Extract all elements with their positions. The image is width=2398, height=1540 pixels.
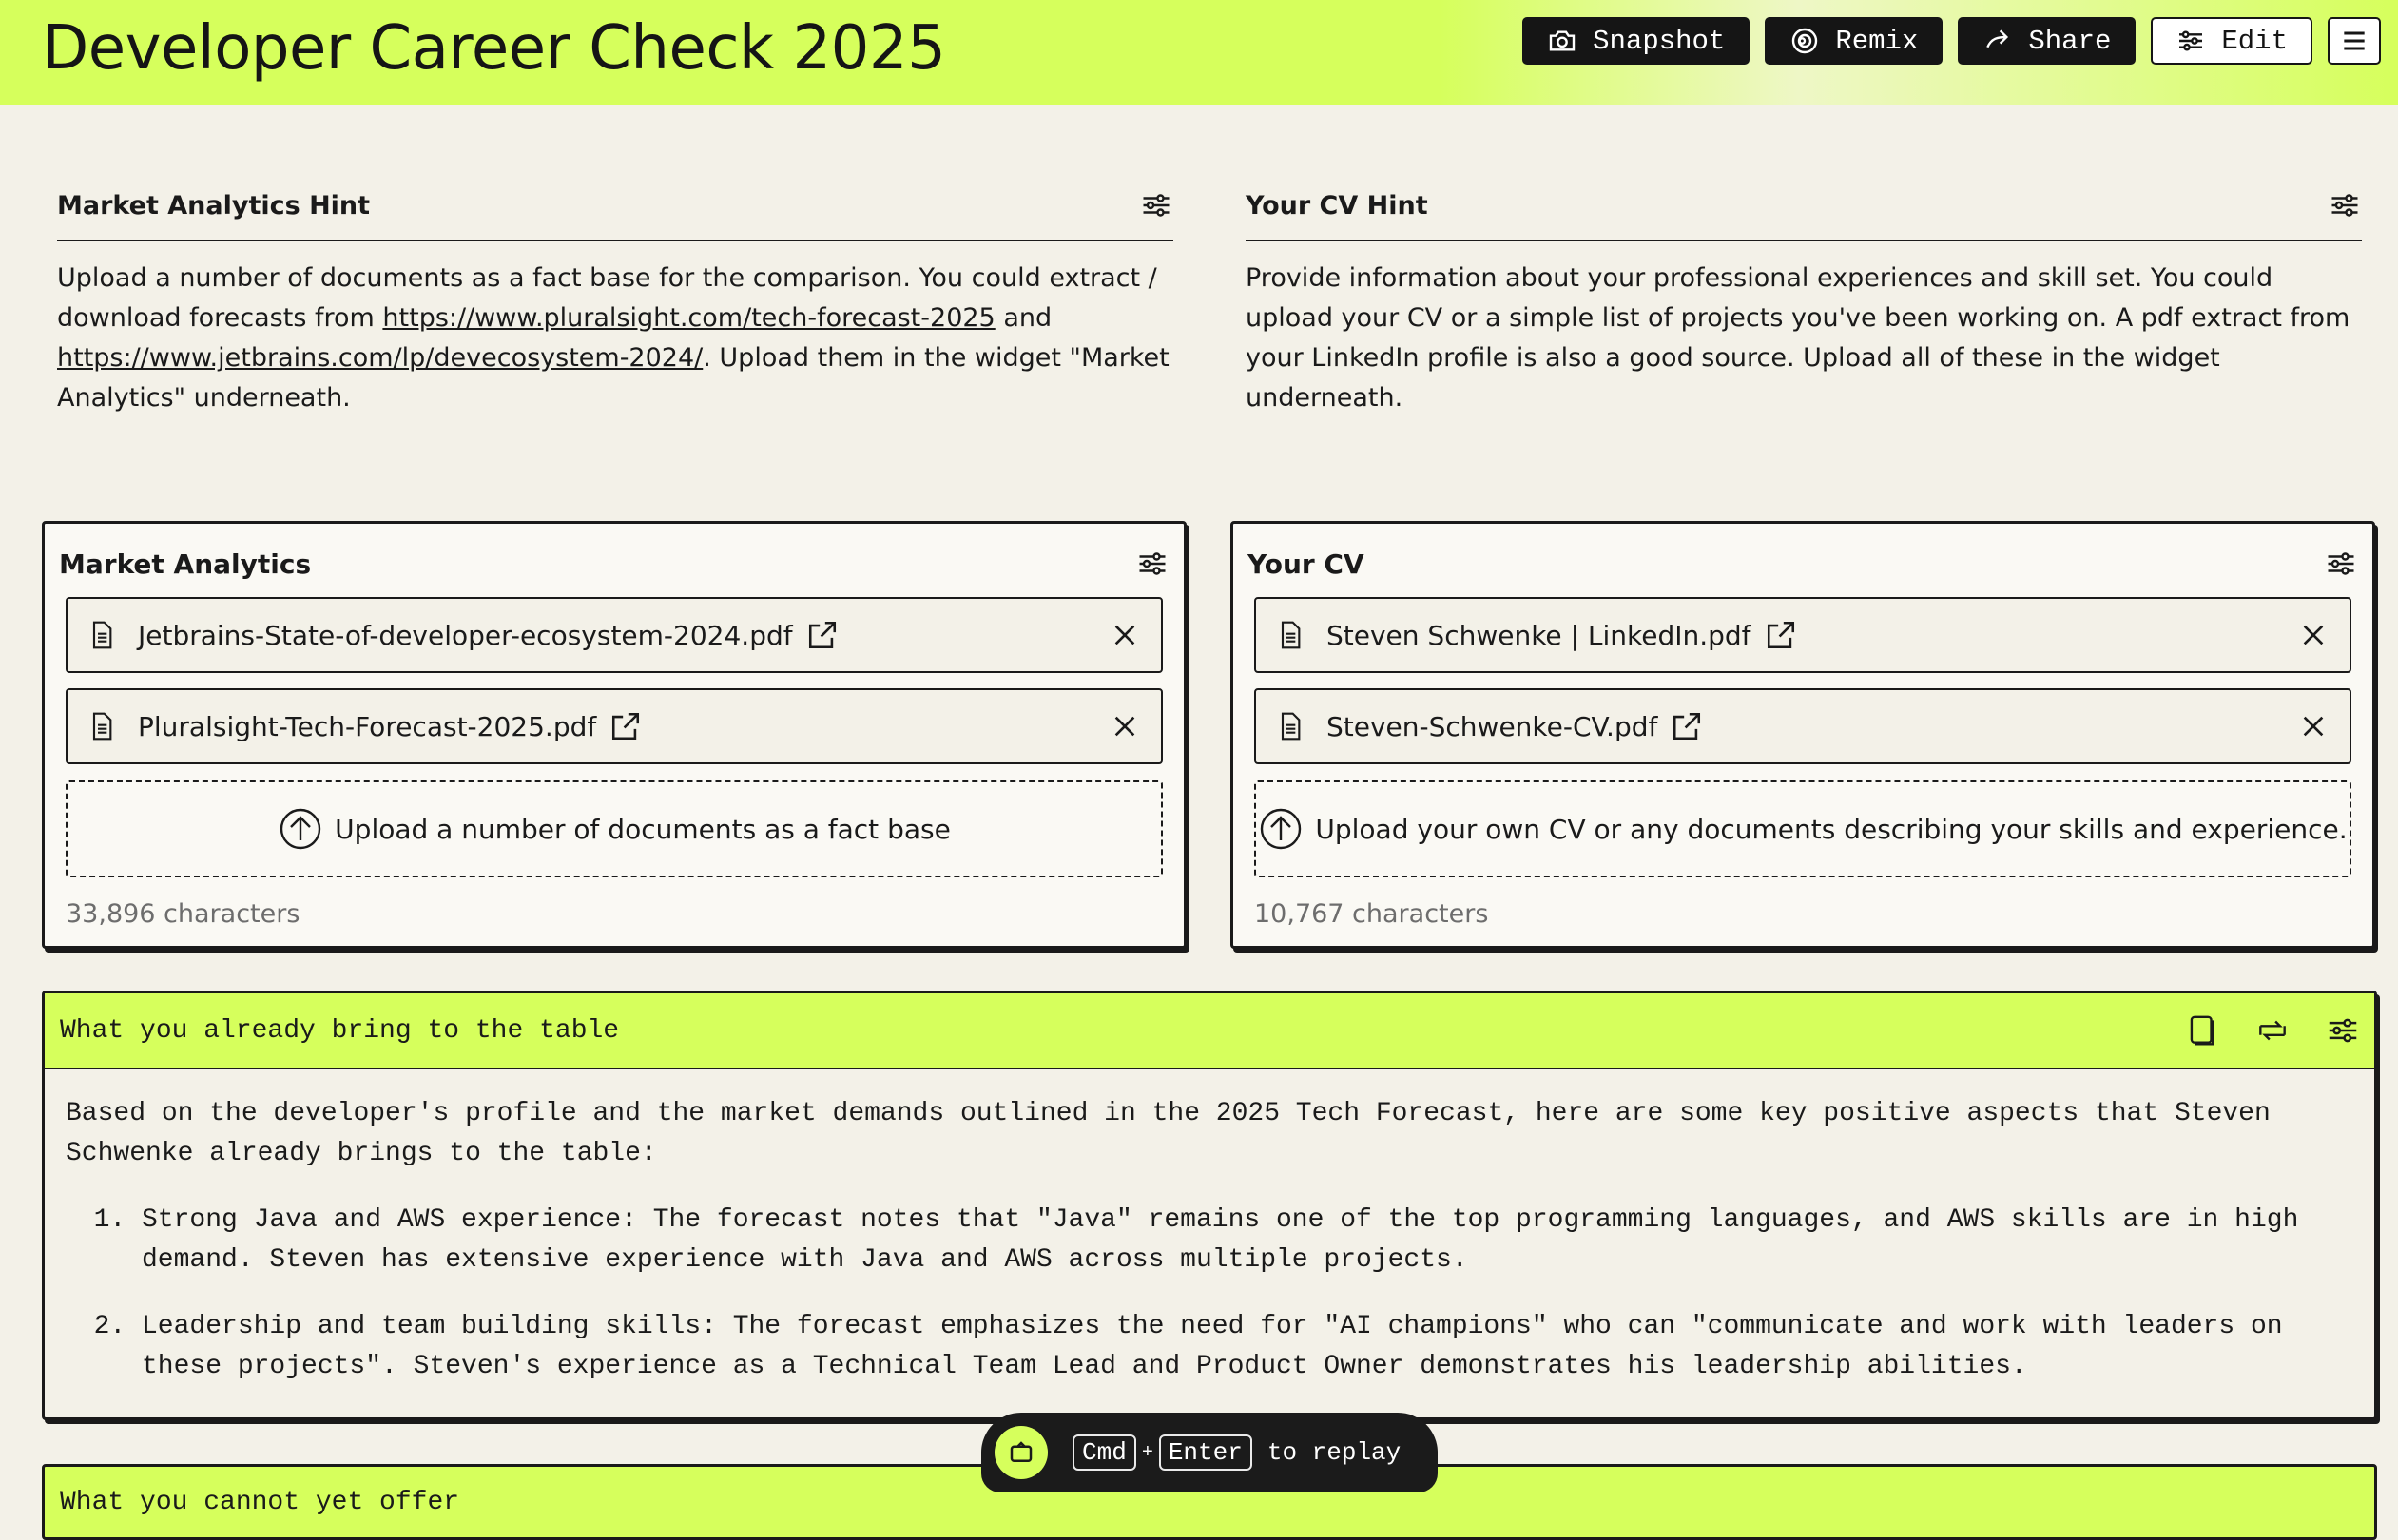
cmd-key: Cmd bbox=[1073, 1434, 1136, 1471]
external-link-icon[interactable] bbox=[1671, 710, 1703, 742]
sliders-icon[interactable] bbox=[2324, 547, 2358, 581]
sliders-icon bbox=[2176, 26, 2206, 56]
menu-button[interactable] bbox=[2328, 17, 2381, 65]
enter-key: Enter bbox=[1159, 1434, 1252, 1471]
sliders-icon[interactable] bbox=[2325, 1012, 2361, 1049]
uploaded-file[interactable] bbox=[1254, 597, 2351, 673]
remix-label: Remix bbox=[1835, 25, 1919, 57]
replay-text: to replay bbox=[1267, 1438, 1402, 1467]
external-link-icon[interactable] bbox=[609, 710, 642, 742]
jetbrains-link[interactable]: https://www.jetbrains.com/lp/devecosystem-2024/ bbox=[57, 343, 704, 373]
remix-button[interactable] bbox=[1765, 17, 1943, 65]
copy-icon[interactable] bbox=[2184, 1012, 2220, 1049]
remix-icon bbox=[1789, 26, 1820, 56]
market-hint-header bbox=[57, 181, 1173, 241]
file-name: Pluralsight-Tech-Forecast-2025.pdf bbox=[138, 710, 597, 742]
your-cv-panel bbox=[1230, 521, 2375, 949]
dropzone-label: Upload your own CV or any documents describing your skills and experience. bbox=[1315, 813, 2348, 845]
external-link-icon[interactable] bbox=[806, 619, 839, 651]
upload-icon bbox=[1258, 806, 1304, 852]
external-link-icon[interactable] bbox=[1765, 619, 1797, 651]
hint-text-part: Upload a number of documents as a fact base for the comparison. You could extract / download forecasts from bbox=[57, 263, 1157, 333]
document-icon bbox=[87, 620, 117, 650]
camera-icon bbox=[1547, 26, 1577, 56]
cv-hint-section bbox=[1246, 181, 2362, 418]
file-name: Steven-Schwenke-CV.pdf bbox=[1326, 710, 1658, 742]
sliders-icon[interactable] bbox=[1135, 547, 1170, 581]
snapshot-label: Snapshot bbox=[1593, 25, 1726, 57]
character-count: 10,767 characters bbox=[1254, 899, 1489, 929]
result-content bbox=[45, 1069, 2374, 1438]
share-label: Share bbox=[2028, 25, 2112, 57]
edit-label: Edit bbox=[2221, 25, 2288, 57]
panel-header bbox=[1247, 545, 2358, 583]
page-title: Developer Career Check 2025 bbox=[42, 13, 946, 84]
regenerate-icon[interactable] bbox=[2254, 1012, 2291, 1049]
panel-header bbox=[59, 545, 1170, 583]
list-item: 2. Leadership and team building skills: The forecast emphasizes the need for "AI champions" who can "communicate and work with leaders on these projects". Steven's experience as a Technical Team Lead and Product Owner demonstrates his leadership abilities. bbox=[142, 1307, 2353, 1387]
app-header bbox=[0, 0, 2398, 105]
close-icon[interactable] bbox=[1110, 711, 1140, 741]
uploaded-file[interactable] bbox=[1254, 688, 2351, 764]
pluralsight-link[interactable]: https://www.pluralsight.com/tech-forecast-2025 bbox=[382, 303, 996, 333]
result-actions bbox=[2184, 1012, 2361, 1049]
hint-text-part: . Upload them in the widget "Market Analytics" underneath. bbox=[57, 343, 1170, 413]
close-icon[interactable] bbox=[2298, 711, 2329, 741]
edit-button[interactable] bbox=[2151, 17, 2312, 65]
result-header bbox=[45, 993, 2374, 1069]
sliders-icon[interactable] bbox=[2328, 188, 2362, 222]
file-name: Jetbrains-State-of-developer-ecosystem-2024.pdf bbox=[138, 619, 793, 651]
file-name: Steven Schwenke | LinkedIn.pdf bbox=[1326, 619, 1751, 651]
toolbar bbox=[1522, 17, 2381, 65]
replay-button[interactable] bbox=[995, 1426, 1048, 1479]
hint-text-part: and bbox=[995, 303, 1053, 333]
document-icon bbox=[1275, 620, 1305, 650]
arrow-right-icon bbox=[1982, 26, 2013, 56]
plus-sign: + bbox=[1141, 1441, 1153, 1464]
result-intro: Based on the developer's profile and the market demands outlined in the 2025 Tech Forecast, here are some key positive aspects that Steven Schwenke already brings to the table: bbox=[66, 1099, 2271, 1168]
close-icon[interactable] bbox=[1110, 620, 1140, 650]
upload-dropzone[interactable] bbox=[66, 780, 1163, 877]
cv-hint-text: Provide information about your professional experiences and skill set. You could upload your CV or a simple list of projects you've been working on. A pdf extract from your LinkedIn profile is also a good source. Upload all of these in the widget underneath. bbox=[1246, 263, 2350, 413]
cv-hint-header bbox=[1246, 181, 2362, 241]
share-button[interactable] bbox=[1958, 17, 2136, 65]
cv-hint-title: Your CV Hint bbox=[1246, 190, 1428, 221]
menu-icon bbox=[2339, 26, 2369, 56]
result-title: What you already bring to the table bbox=[60, 1015, 620, 1046]
list-item: 1. Strong Java and AWS experience: The forecast notes that "Java" remains one of the top programming languages, and AWS skills are in high demand. Steven has extensive experience with Java and AWS across multiple projects. bbox=[142, 1201, 2353, 1280]
replay-bar bbox=[981, 1413, 1438, 1492]
snapshot-button[interactable] bbox=[1522, 17, 1750, 65]
upload-dropzone[interactable] bbox=[1254, 780, 2351, 877]
panel-title: Market Analytics bbox=[59, 548, 312, 580]
result-panel bbox=[42, 991, 2377, 1420]
market-analytics-panel bbox=[42, 521, 1187, 949]
result-list bbox=[66, 1201, 2353, 1387]
market-hint-title: Market Analytics Hint bbox=[57, 190, 371, 221]
uploaded-file[interactable] bbox=[66, 597, 1163, 673]
result-title: What you cannot yet offer bbox=[60, 1488, 460, 1517]
market-hint-text bbox=[57, 259, 1173, 418]
uploaded-file[interactable] bbox=[66, 688, 1163, 764]
document-icon bbox=[1275, 711, 1305, 741]
close-icon[interactable] bbox=[2298, 620, 2329, 650]
panel-title: Your CV bbox=[1247, 548, 1364, 580]
market-hint-section bbox=[57, 181, 1173, 418]
upload-icon bbox=[278, 806, 323, 852]
dropzone-label: Upload a number of documents as a fact base bbox=[335, 813, 951, 845]
sliders-icon[interactable] bbox=[1139, 188, 1173, 222]
document-icon bbox=[87, 711, 117, 741]
character-count: 33,896 characters bbox=[66, 899, 300, 929]
replay-icon bbox=[1007, 1438, 1035, 1467]
